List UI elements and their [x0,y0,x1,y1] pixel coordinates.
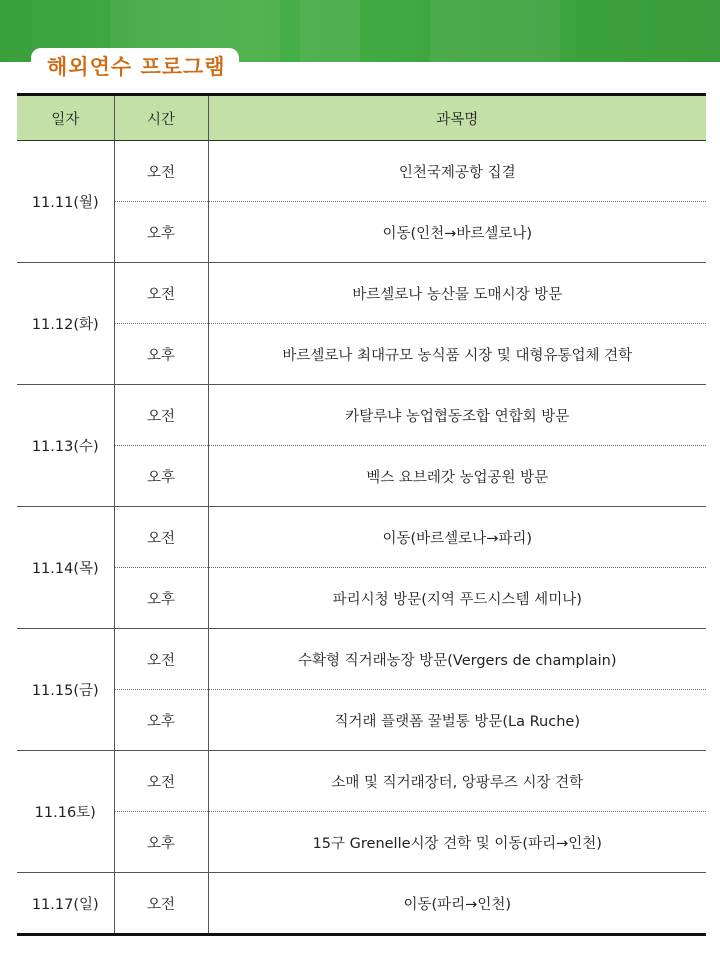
subject-cell: 벡스 요브레갓 농업공원 방문 [208,446,706,507]
page-title: 해외연수 프로그램 [47,55,226,79]
subject-cell: 소매 및 직거래장터, 앙팡루즈 시장 견학 [208,751,706,812]
subject-cell: 바르셀로나 농산물 도매시장 방문 [208,263,706,324]
table-row [17,202,706,263]
date-cell: 11.17(일) [17,873,114,935]
time-cell: 오전 [114,629,208,690]
subject-cell: 이동(바르셀로나→파리) [208,507,706,568]
date-cell: 11.12(화) [17,263,114,385]
time-cell: 오전 [114,385,208,446]
time-cell: 오후 [114,324,208,385]
subject-cell: 파리시청 방문(지역 푸드시스템 세미나) [208,568,706,629]
title-tab [31,48,239,78]
time-cell: 오전 [114,263,208,324]
table-header-row [17,95,706,141]
banner-stripe [430,0,560,62]
table-row [17,446,706,507]
time-cell: 오후 [114,812,208,873]
subject-cell: 수확형 직거래농장 방문(Vergers de champlain) [208,629,706,690]
subject-cell: 인천국제공항 집결 [208,141,706,202]
subject-cell: 직거래 플랫폼 꿀벌통 방문(La Ruche) [208,690,706,751]
date-cell: 11.14(목) [17,507,114,629]
date-cell: 11.11(월) [17,141,114,263]
table-row [17,812,706,873]
table-row [17,263,706,324]
date-cell: 11.15(금) [17,629,114,751]
table-row [17,629,706,690]
header-subject: 과목명 [208,95,706,141]
subject-cell: 카탈루냐 농업협동조합 연합회 방문 [208,385,706,446]
subject-cell: 바르셀로나 최대규모 농식품 시장 및 대형유통업체 견학 [208,324,706,385]
table-row [17,507,706,568]
time-cell: 오전 [114,141,208,202]
table-row [17,324,706,385]
schedule-table [17,93,706,936]
table-row [17,690,706,751]
time-cell: 오후 [114,202,208,263]
subject-cell: 15구 Grenelle시장 견학 및 이동(파리→인천) [208,812,706,873]
banner-stripe [300,0,360,62]
time-cell: 오후 [114,568,208,629]
subject-cell: 이동(인천→바르셀로나) [208,202,706,263]
time-cell: 오전 [114,873,208,935]
time-cell: 오전 [114,751,208,812]
table-row [17,751,706,812]
time-cell: 오후 [114,690,208,751]
date-cell: 11.16토) [17,751,114,873]
date-cell: 11.13(수) [17,385,114,507]
table-row [17,568,706,629]
table-row [17,385,706,446]
time-cell: 오후 [114,446,208,507]
header-date: 일자 [17,95,114,141]
header-time: 시간 [114,95,208,141]
table-row [17,141,706,202]
subject-cell: 이동(파리→인천) [208,873,706,935]
table-row [17,873,706,935]
time-cell: 오전 [114,507,208,568]
